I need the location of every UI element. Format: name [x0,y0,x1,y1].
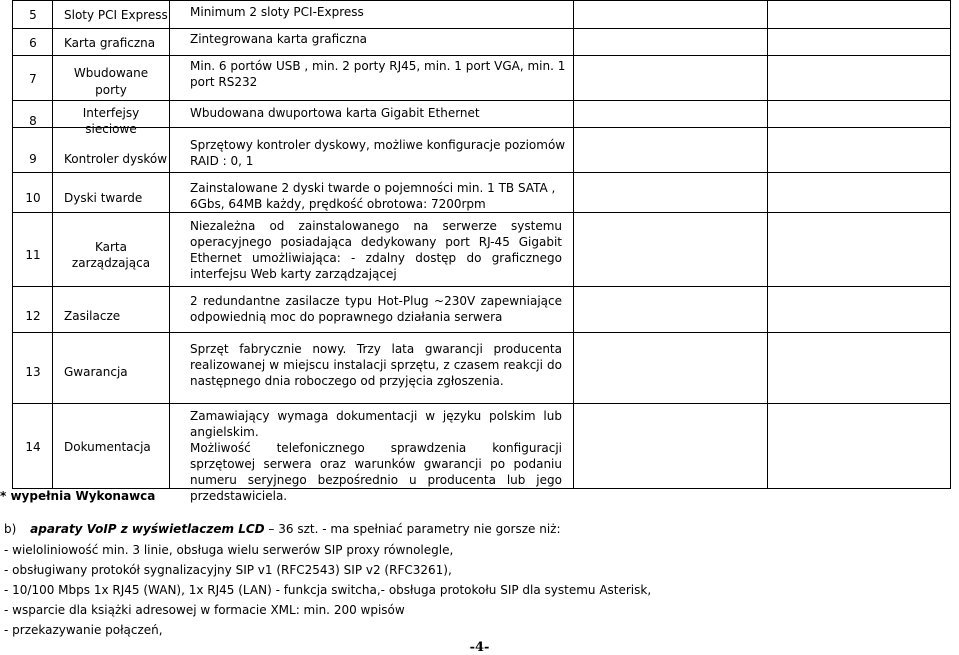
row-spec: Zainstalowane 2 dyski twarde o pojemności min. 1 TB SATA , [190,181,556,195]
row-line [12,286,951,287]
row-line-top [12,0,951,1]
row-spec: Wbudowana dwuportowa karta Gigabit Ethernet [190,106,480,120]
table-divider-spec [573,0,574,489]
list-item: - przekazywanie połączeń, [4,623,163,637]
row-name: sieciowe [85,122,137,136]
row-spec: Minimum 2 sloty PCI-Express [190,5,364,19]
row-spec: Sprzętowy kontroler dyskowy, możliwe konfiguracje poziomów [190,138,566,152]
row-number: 7 [29,72,37,86]
row-line [12,100,951,101]
row-spec: 2 redundantne zasilacze typu Hot-Plug ~230V zapewniające odpowiednią moc do poprawnego działania serwera [190,294,562,324]
table-note: * wypełnia Wykonawca [0,489,156,503]
row-spec: Niezależna od zainstalowanego na serwerze systemu operacyjnego posiadająca dedykowany port RJ-45 Gigabit Ethernet umożliwiająca: - zdalny dostęp do graficznego interfejsu Web karty zarządzającej [190,219,562,281]
page-number: -4- [469,640,490,655]
section-heading [4,521,561,537]
section-title: aparaty VoIP z wyświetlaczem LCD [30,522,265,536]
row-number: 6 [29,36,37,50]
list-item: - wsparcie dla książki adresowej w formacie XML: min. 200 wpisów [4,603,405,617]
row-line [12,403,951,404]
row-spec: RAID : 0, 1 [190,154,254,168]
row-name: porty [95,83,127,97]
section-subtitle: – 36 szt. - ma spełniać parametry nie gorsze niż: [264,522,561,536]
row-name: Wbudowane [73,66,149,80]
row-spec: Zamawiający wymaga dokumentacji w języku polskim lub angielskim. [190,409,562,439]
section-prefix: b) [4,522,17,536]
row-name: Dokumentacja [64,440,151,454]
row-name: Zasilacze [64,309,121,323]
row-number: 12 [25,309,41,323]
row-line [12,212,951,213]
row-spec: Sprzęt fabrycznie nowy. Trzy lata gwarancji producenta realizowanej w miejscu instalacji sprzętu, z czasem reakcji do następnego dnia roboczego od przyjęcia zgłoszenia. [190,342,562,388]
table-border-right [950,0,951,489]
row-number: 5 [29,8,37,22]
row-number: 8 [29,114,37,128]
row-line [12,55,951,56]
table-border-left [12,0,13,489]
row-name: Kontroler dysków [64,152,168,166]
row-name: Gwarancja [64,365,128,379]
row-spec: Min. 6 portów USB , min. 2 porty RJ45, min. 1 port VGA, min. 1 [190,59,566,73]
row-line [12,172,951,173]
row-name: Karta graficzna [64,36,156,50]
row-name: Interfejsy [82,106,140,120]
row-spec: Możliwość telefonicznego sprawdzenia konfiguracji sprzętowej serwera oraz warunków gwarancji po podaniu numeru seryjnego bezpośrednio u producenta lub jego przedstawiciela. [190,441,562,503]
row-number: 14 [25,440,41,454]
row-line [12,28,951,29]
row-name: Dyski twarde [64,191,143,205]
row-spec: port RS232 [190,75,258,89]
row-number: 11 [25,248,41,262]
row-number: 13 [25,365,41,379]
row-line [12,332,951,333]
row-number: 9 [29,152,37,166]
row-spec: 6Gbs, 64MB każdy, prędkość obrotowa: 7200rpm [190,197,486,211]
row-spec: Zintegrowana karta graficzna [190,32,368,46]
row-number: 10 [25,191,41,205]
table-divider-name [169,0,170,489]
list-item: - obsługiwany protokół sygnalizacyjny SIP v1 (RFC2543) SIP v2 (RFC3261), [4,563,452,577]
row-name: Karta [94,240,127,254]
table-divider-extra [767,0,768,489]
row-name: Sloty PCI Express [64,8,168,22]
list-item: - wieloliniowość min. 3 linie, obsługa wielu serwerów SIP proxy równolegle, [4,543,454,557]
row-name: zarządzająca [71,256,151,270]
list-item: - 10/100 Mbps 1x RJ45 (WAN), 1x RJ45 (LAN) - funkcja switcha,- obsługa protokołu SIP dla systemu Asterisk, [4,583,652,597]
